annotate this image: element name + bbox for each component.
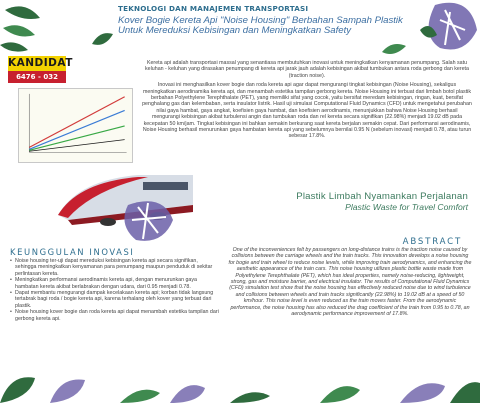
list-item: • Noise housing ter-uji dapat mereduksi kebisingan kereta api secara signifikan, sehingga meningkatkan kenyamanan para penumpang maupun penduduk di sekitar perlintasan kereta. bbox=[10, 258, 220, 277]
poster-heading-sub: Plastic Waste for Travel Comfort bbox=[345, 202, 468, 212]
simulation-chart-image bbox=[18, 88, 133, 163]
advantages-list bbox=[10, 258, 220, 322]
poster-title bbox=[118, 16, 418, 37]
advantages-title: KEUNGGULAN INOVASI bbox=[10, 247, 135, 257]
monstera-leaf-icon bbox=[415, 0, 480, 60]
list-item: • Noise housing kover bogie dan roda kereta api dapat menambah estetika tampilan dari gerbong kereta api. bbox=[10, 309, 220, 322]
intro-section bbox=[142, 60, 472, 140]
intro-paragraph-1: Kereta api adalah transportasi massal yang senantiasa membutuhkan inovasi untuk meningkatkan kenyamanan penumpang. Salah satu keluhan - keluhan yang dirasakan penumpang di kereta api jarak jauh adalah kebisingan akibat tumbukan antara roda gerbong dan kereta (traction noise). bbox=[145, 60, 469, 79]
leaf-decoration-icon bbox=[90, 30, 115, 48]
poster-heading-main: Plastik Limbah Nyamankan Perjalanan bbox=[296, 191, 468, 202]
title-quote: "Noise Housing" bbox=[220, 15, 290, 26]
abstract-text: One of the inconveniences felt by passengers on long-distance trains is the traction noise caused by collisions between the carriage wheels and the train tracks. This innovation develops a noise housing for bogie and train wheel to reduce noise levels, while improving train aerodynamics, and enhancing the aesthetic appearance of the train cars. This noise housing utilizes plastic bottle waste made from Polyethylene Terephthalate (PET), which has ideal properties, namely noise-reducing, lightweight, strong, gas and moisture barrier, and electrical insulator. The results of Computational Fluid Dynamics (CFD) simulation test show that the noise housing has effectively reduced noise due to wind turbulence and collisions between wheels and train tracks significantly (22.98%) to 19.02 dB at a speed of 50 km/hour. This noise level is even reduced as the train moves faster. From the aerodynamic performance, the noise housing has also reduced the drag coefficient of the train from 0.95 to 0.78, an aerodynamic performance improvement of 17.8%. bbox=[228, 247, 472, 318]
leaf-decoration-icon bbox=[0, 0, 60, 55]
title-part1: Kover Bogie Kereta Api bbox=[118, 15, 221, 26]
abstract-title: ABSTRACT bbox=[402, 237, 462, 247]
badge-label: KANDIDAT bbox=[8, 57, 73, 69]
badge-code: 6476 - 032 bbox=[8, 71, 66, 83]
leaf-decoration-icon bbox=[0, 348, 480, 403]
candidate-badge bbox=[8, 56, 73, 83]
monstera-leaf-icon bbox=[118, 195, 178, 247]
list-item: • Dapat membantu mengurangi dampak kecelakaan kereta api; korban tidak langsung tertabrak bagi roda / bogie kereta api, karena terhalang oleh kover yang terbuat dari plastik. bbox=[10, 290, 220, 309]
category-label: TEKNOLOGI DAN MANAJEMEN TRANSPORTASI bbox=[118, 4, 309, 13]
intro-paragraph-2: Inovasi ini menghasilkan kover bogie dan roda kereta api agar dapat mengurangi tingkat kebisingan (Noise Housing), sekaligus meningkatkan aerodinamika kereta api, dan menambah estetika tampilan gerbong kereta. Noise Housing ini terbuat dari limbah botol plastik berbahan Polyethylene Terephthalate (PET), yang memiliki sifat yang cocok, yaitu bersifat meredam kebisingan, ringan, kuat, bersifat penghalang gas dan kelembaban, serta insulator listrik. Hasil uji simulasi Computational Fluid Dynamics (CFD) untuk mengetahui perubahan nilai gaya hambat, gaya angkat, koefisien gaya hambat, dan koefisien aerodinamis, menunjukkan bahwa Noise Housing berhasil mengurangi kebisingan akibat turbulensi angin dan tumbukan roda dan rel kereta secara signifikan (22.98%) menjadi 19.02 dB pada kecepatan 50 km/jam. Tingkat kebisingan ini bahkan semakin berkurang saat kereta berjalan semakin cepat. Dari performansi aerodinamis, Noise Housing berhasil menurunkan gaya hambatan kereta api yang sebelumnya bernilai 0.95 N (sebelum inovasi) menjadi 0.78, atau turun sebesar 17.8%. bbox=[142, 82, 472, 140]
title-part2: Berbahan Sampah Plastik Untuk Mereduksi Kebisingan dan Meningkatkan Safety bbox=[118, 15, 403, 37]
list-item: • Meningkatkan performansi aerodinamis kereta api, dengan menurunkan gaya hambatan kereta akibat berlabrakan dengan udara, dari 0.95 menjadi 0.78. bbox=[10, 277, 220, 290]
leaf-decoration-icon bbox=[380, 40, 408, 58]
poster-heading bbox=[296, 191, 468, 212]
header bbox=[118, 4, 418, 37]
